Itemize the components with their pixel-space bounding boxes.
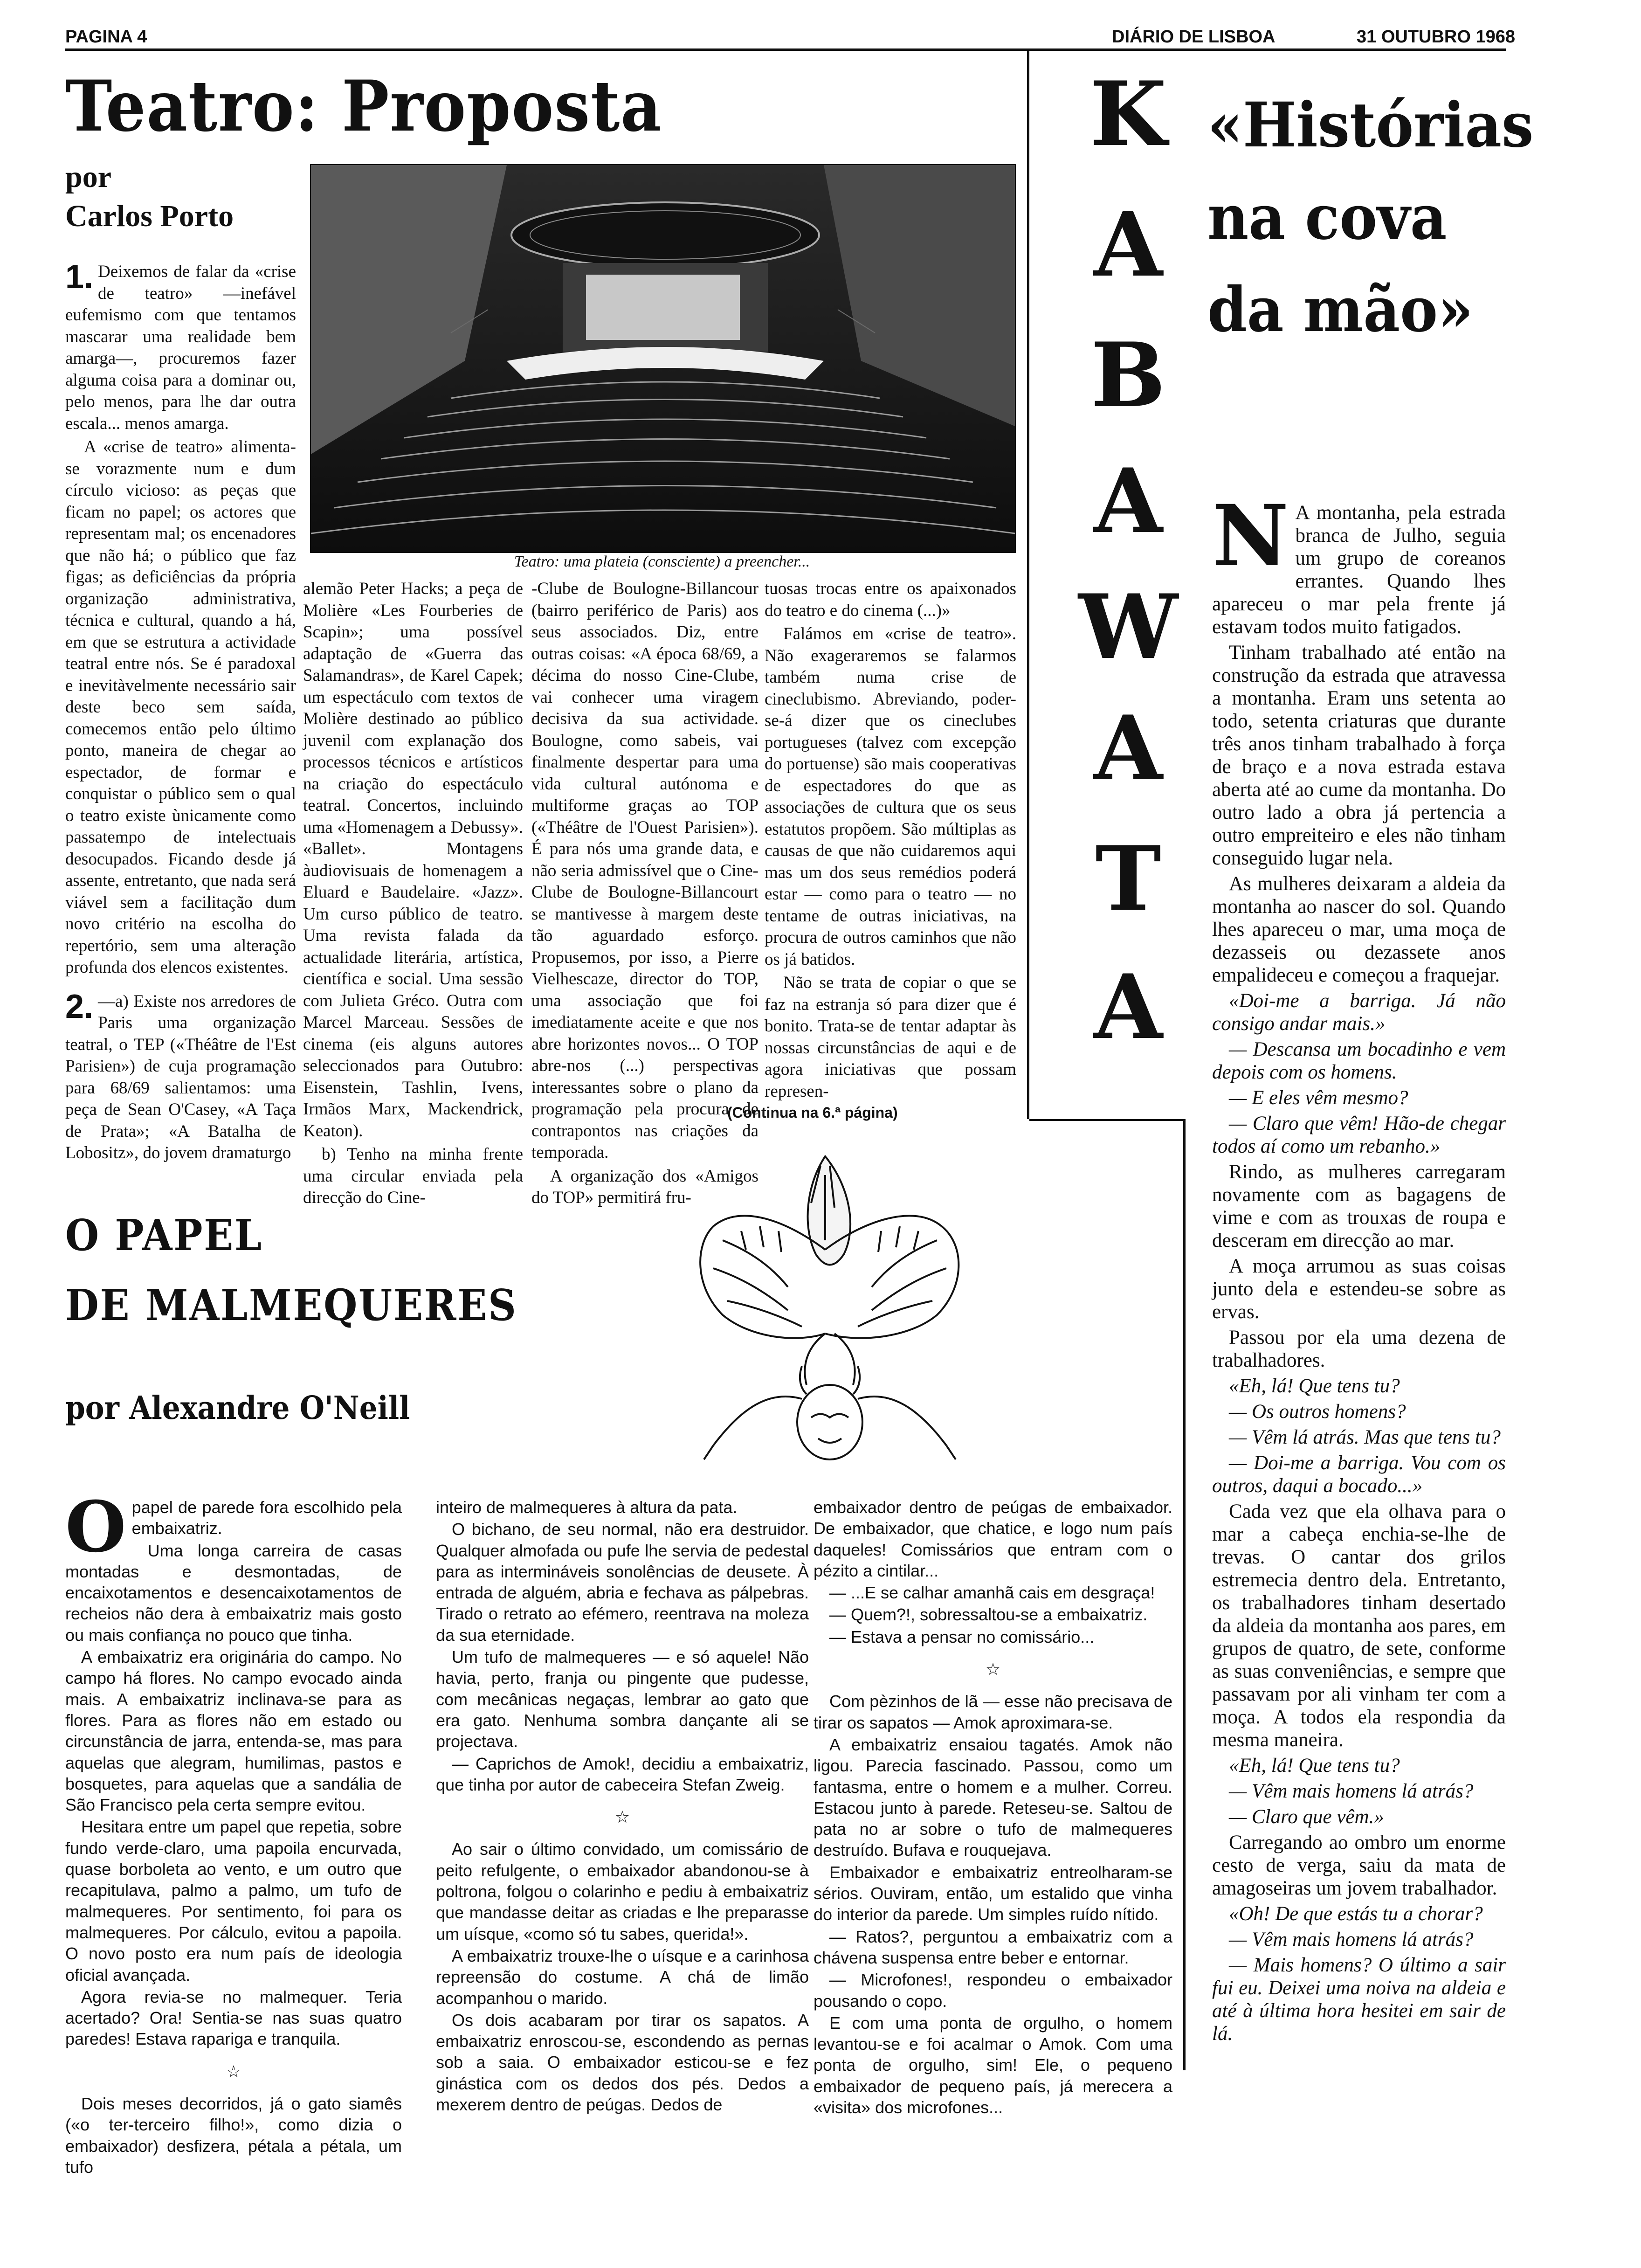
teatro-byline-por: por — [65, 160, 111, 194]
section-star: ☆ — [985, 1660, 1001, 1679]
papel-paragraph: — ...E se calhar amanhã cais em desgraça! — [829, 1583, 1155, 1603]
papel-paragraph: Ao sair o último convidado, um comissário de peito refulgente, o embaixador abandonou-se à poltrona, folgou o colarinho e pediu à embaixatriz que mandasse deitar as criadas e lhe preparasse um uísque, «como só tu sabes, querida!». — [436, 1839, 809, 1943]
story-dialogue: — Claro que vêm.» — [1229, 1806, 1384, 1828]
teatro-paragraph: 1. Deixemos de falar da «crise de teatro» —inefável eufemismo com que tentamos mascarar uma realidade bem amarga—, procuremos fazer alguma coisa para a dominar ou, pelo menos, para lhe dar outra escala... menos amarga. — [65, 258, 296, 433]
story-paragraph: Cada vez que ela olhava para o mar a cabeça enchia-se-lhe de trevas. O cantar dos grilos estremecia dentro dela. Entretanto, os trabalhadores tinham desertado da aldeia da montanha aos pares, em grupos de quatro, de sete, conforme as suas conveniências, e sempre que passavam por ali vinham ter com a moça. A todos ela respondia da mesma maneira. — [1212, 1500, 1506, 1751]
story-paragraph: Passou por ela uma dezena de trabalhadores. — [1212, 1327, 1506, 1371]
papel-paragraph: Embaixador e embaixatriz entreolharam-se sérios. Ouviram, então, um estalido que vinha do interior da parede. Um simples ruído nítido. — [814, 1862, 1172, 1924]
papel-paragraph: inteiro de malmequeres à altura da pata. — [436, 1498, 738, 1517]
photo-caption: Teatro: uma plateia (consciente) a preencher... — [514, 553, 810, 570]
theater-auditorium-photo — [310, 164, 1016, 553]
kabawata-letter: B — [1090, 323, 1166, 427]
kabawata-letter: A — [1094, 193, 1163, 297]
column-divider — [1027, 51, 1029, 1119]
continued-note: (Continua na 6.ª página) — [727, 1104, 898, 1121]
teatro-paragraph: b) Tenho na minha frente uma circular enviada pela direcção do Cine- — [303, 1145, 523, 1207]
teatro-paragraph: -Clube de Boulogne-Billancour (bairro periférico de Paris) aos seus associados. Diz, entre outras coisas: «A época 68/69, a décima do nosso Cine-Clube, vai conhecer uma viragem decisiva da sua actividade. Boulogne, como sabeis, vai finalmente despertar para uma vida cultural autónoma e multiforme graças ao TOP («Théâtre de l'Ouest Parisien»). É para nós uma grande data, e não seria admissível que o Cine-Clube de Boulogne-Billancourt se mantivesse à margem deste tão aguardado esforço. Propusemos, por isso, a Pierre Vielhescaze, director do TOP, uma associação que foi imediatamente aceite e que nos abre horizontes novos... O TOP abre-nos (...) perspectivas interessantes sobre o plano da programação pela procura de contrapontos nas criações da temporada. — [531, 579, 758, 1162]
story-dialogue: — Vêm mais homens lá atrás? — [1229, 1780, 1474, 1802]
story-paragraph: N A montanha, pela estrada branca de Julho, seguia um grupo de coreanos errantes. Quando lhes apareceu o mar pela frente já estavam todos muito fatigados. — [1212, 487, 1506, 638]
kabawata-letter: A — [1094, 955, 1163, 1059]
papel-paragraph: Hesitara entre um papel que repetia, sobre fundo verde-claro, uma papoila encurvada, quase borboleta ao vento, e um outro que recapitulava, palmo a palmo, um tufo de malmequeres. Por sentimento, foi para os malmequeres. Por cálculo, evitou a papoila. O novo posto era num país de ideologia oficial avançada. — [65, 1817, 402, 1984]
story-dialogue: — Vêm mais homens lá atrás? — [1229, 1929, 1474, 1950]
papel-paragraph: Agora revia-se no malmequer. Teria acertado? Ora! Sentia-se nas suas quatro paredes! Estava rapariga e tranquila. — [65, 1987, 402, 2049]
story-paragraph: Tinham trabalhado até então na construção da estrada que atravessa a montanha. Eram uns setenta ao todo, setenta criaturas que durante três anos tinham trabalhado à força de braço e a nova estrada estava aberta até ao cume da montanha. Do outro lado a obra já pertencia a outro empreiteiro e eles não tinham conseguido lugar nela. — [1212, 642, 1506, 869]
teatro-paragraph: 2. —a) Existe nos arredores de Paris uma organização teatral, o TEP («Théâtre de l'Est Parisien») de cuja programação para 68/69 salientamos: uma peça de Sean O'Casey, «A Taça de Prata»; «A Batalha de Lobositz», do jovem dramaturgo — [65, 988, 296, 1162]
column-divider — [1183, 1119, 1186, 2070]
story-dialogue: «Oh! De que estás tu a chorar? — [1229, 1903, 1483, 1925]
papel-paragraph: A embaixatriz trouxe-lhe o uísque e a carinhosa repreensão do costume. A chá de limão acompanhou o marido. — [436, 1946, 809, 2008]
teatro-byline-author: Carlos Porto — [65, 199, 234, 233]
story-dialogue: «Eh, lá! Que tens tu? — [1229, 1755, 1400, 1777]
story-dialogue: — Mais homens? O último a sair fui eu. Deixei uma noiva na aldeia e até à última hora hesitei em sair de lá. — [1212, 1954, 1506, 2045]
papel-paragraph: Opapel de parede fora escolhido pela embaixatriz. — [65, 1486, 402, 1568]
teatro-paragraph: A organização dos «Amigos do TOP» permitirá fru- — [531, 1166, 758, 1207]
historias-title: «Histórias na cova da mão» — [1207, 89, 1534, 346]
papel-paragraph: Dois meses decorridos, já o gato siamês («o ter-terceiro filho!», como dizia o embaixador) desfizera, pétala a pétala, um tufo — [65, 2094, 402, 2177]
issue-date: 31 OUTUBRO 1968 — [1357, 27, 1516, 47]
papel-paragraph: Com pèzinhos de lã — esse não precisava de tirar os sapatos — Amok aproximara-se. — [814, 1692, 1172, 1732]
papel-paragraph: A embaixatriz era originária do campo. No campo há flores. No campo evocado ainda mais. A embaixatriz inclinava-se para as flores. Para as flores não em estado ou circunstância de jarra, entenda-se, mas para aquelas que alegram, humilimas, pastos e bosquetes, para aquelas que a sandália de São Francisco pela certa sempre evitou. — [65, 1647, 402, 1815]
story-dialogue: — Vêm lá atrás. Mas que tens tu? — [1229, 1426, 1501, 1448]
kabawata-letter: T — [1095, 827, 1161, 931]
kabawata-letter: A — [1094, 449, 1163, 553]
papel-paragraph: Uma longa carreira de casas montadas e desmontadas, de encaixotamentos e desencaixotamentos de recheios não dera à embaixatriz mais gosto ou mais confiança no pouco que tinha. — [65, 1541, 402, 1645]
story-dialogue: — Os outros homens? — [1229, 1401, 1406, 1423]
story-dialogue: «Eh, lá! Que tens tu? — [1229, 1375, 1400, 1397]
teatro-column-2 — [303, 578, 523, 1207]
papel-paragraph: E com uma ponta de orgulho, o homem levantou-se e foi acalmar o Amok. Com uma ponta de orgulho, sim! Ele, o pequeno embaixador de pequeno país, já merecera a «visita» dos microfones... — [814, 2013, 1172, 2117]
dropcap: N — [1212, 487, 1289, 585]
story-paragraph: Rindo, as mulheres carregaram novamente com as bagagens de vime e com as trouxas de roupa e desceram em direcção ao mar. — [1212, 1161, 1506, 1252]
teatro-paragraph: tuosas trocas entre os apaixonados do teatro e do cinema (...)» — [765, 579, 1016, 620]
section-star: ☆ — [226, 2061, 241, 2081]
page-label: PAGINA 4 — [65, 27, 147, 47]
papel-paragraph: — Ratos?, perguntou a embaixatriz com a chávena suspensa entre beber e entornar. — [814, 1927, 1172, 1967]
teatro-column-3 — [531, 578, 758, 1207]
angel-illustration — [685, 1147, 974, 1492]
historias-column — [1212, 487, 1506, 2054]
kabawata-letter: K — [1089, 62, 1167, 166]
story-paragraph: As mulheres deixaram a aldeia da montanha ao nascer do sol. Quando lhes apareceu o mar, uma moça de dezasseis ou dezassete anos empalideceu e começou a fraquejar. — [1212, 873, 1506, 986]
papel-title-line2: DE MALMEQUERES — [65, 1280, 517, 1330]
papel-byline: por Alexandre O'Neill — [65, 1390, 410, 1427]
papel-title-line1: O PAPEL — [65, 1210, 263, 1260]
teatro-column-1 — [65, 258, 296, 1162]
story-paragraph: Carregando ao ombro um enorme cesto de verga, saiu da mata de amagoseiras um jovem trabalhador. — [1212, 1832, 1506, 1899]
story-dialogue: — E eles vêm mesmo? — [1229, 1087, 1408, 1109]
papel-column-3 — [814, 1497, 1172, 2117]
teatro-paragraph: alemão Peter Hacks; a peça de Molière «Les Fourberies de Scapin»; uma possível adaptação de «Guerra das Salamandras», de Karel Capek; um espectáculo com textos de Molière destinado ao público juvenil com explanação dos processos técnicos e artísticos na criação do espectáculo teatral. Concertos, incluindo uma «Homenagem a Debussy». «Ballet». Montagens àudiovisuais de homenagem a Eluard e Baudelaire. «Jazz». Um curso público de teatro. Uma revista falada da actualidade literária, artística, científica e social. Uma sessão com Julieta Gréco. Outra com Marcel Marceau. Sessões de cinema (eis alguns autores seleccionados para Outubro: Eisenstein, Tashlin, Ivens, Irmãos Marx, Mackendrick, Keaton). — [303, 579, 523, 1141]
papel-column-1 — [65, 1486, 402, 2177]
papel-paragraph: — Caprichos de Amok!, decidiu a embaixatriz, que tinha por autor de cabeceira Stefan Zweig. — [436, 1754, 809, 1794]
papel-paragraph: Os dois acabaram por tirar os sapatos. A embaixatriz enroscou-se, escondendo as pernas sob a saia. O embaixador esticou-se e fez ginástica com os dedos dos pés. Dedos a mexerem dentro de peúgas. Dedos de — [436, 2010, 809, 2115]
kabawata-letter: W — [1078, 575, 1178, 679]
papel-paragraph: embaixador dentro de peúgas de embaixador. De embaixador, que chatice, e logo num país daqueles! Comissários que entram com o pézito a cintilar... — [814, 1498, 1172, 1580]
teatro-paragraph: Falámos em «crise de teatro». Não exageraremos se falarmos também numa crise de cineclubismo. Abreviando, poder-se-á dizer que os cineclubes portugueses (talvez com excepção do portuense) são mais cooperativas de espectadores do que as associações de cultura que os seus estatutos propõem. São múltiplas as causas de que não cuidaremos aqui mas um dos seus remédios poderá estar — como para o teatro — no tentame de outras iniciativas, na procura de outros caminhos que não os já batidos. — [765, 624, 1016, 969]
papel-paragraph: O bichano, de seu normal, não era destruidor. Qualquer almofada ou pufe lhe servia de pedestal para as intermináveis sonolências de deusete. À entrada de alguém, abria e fechava as pálpebras. Tirado o retrato ao efémero, reentrava na moleza da sua eternidade. — [436, 1520, 809, 1645]
teatro-column-4 — [765, 578, 1016, 1101]
papel-paragraph: Um tufo de malmequeres — e só aquele! Não havia, perto, franja ou pingente que pudesse, com mecânicas negaças, lembrar ao gato que era gato. Nenhuma sombra dançante ali se projectava. — [436, 1647, 809, 1751]
newspaper-name: DIÁRIO DE LISBOA — [1112, 27, 1276, 47]
story-dialogue: — Claro que vêm! Hão-de chegar todos aí como um rebanho.» — [1212, 1113, 1506, 1157]
story-paragraph: A moça arrumou as suas coisas junto dela e estendeu-se sobre as ervas. — [1212, 1255, 1506, 1323]
teatro-paragraph: A «crise de teatro» alimenta-se vorazmente num e dum círculo vicioso: as peças que ficam no papel; os actores que representam mal; os encenadores que não há; o público que faz figas; as deficiências da própria organização administrativa, técnica e cultural, quando a há, em que se estrutura a actividade teatral entre nós. Se é paradoxal e inevitàvelmente necessário sair deste beco sem saída, comecemos então pelo último ponto, maneira de chegar ao espectador, de formar e conquistar o público sem o qual o teatro existe ùnicamente como passatempo de intelectuais desocupados. Ficando desde já assente, entretanto, que nada será viável sem a facilitação dum novo critério na escolha do repertório, sem uma alteração profunda dos elencos existentes. — [65, 437, 296, 977]
story-dialogue: «Doi-me a barriga. Já não consigo andar mais.» — [1212, 990, 1506, 1035]
teatro-title: Teatro: Proposta — [65, 65, 662, 147]
teatro-paragraph: Não se trata de copiar o que se faz na estranja só para dizer que é bonito. Trata-se de tentar adaptar às nossas circunstâncias de aqui e de agora iniciativas que possam represen- — [765, 973, 1016, 1101]
theater-auditorium-image — [311, 165, 1015, 552]
kabawata-letter: A — [1094, 696, 1163, 800]
section-rule — [1029, 1119, 1183, 1121]
header-rule — [65, 48, 1506, 51]
story-dialogue: — Doi-me a barriga. Vou com os outros, daqui a bocado...» — [1212, 1452, 1506, 1497]
papel-paragraph: — Estava a pensar no comissário... — [829, 1627, 1095, 1646]
section-star: ☆ — [614, 1807, 630, 1827]
papel-paragraph: A embaixatriz ensaiou tagatés. Amok não ligou. Parecia fascinado. Passou, como um fantasma, entre o homem e a mulher. Correu. Estacou junto à parede. Reteseu-se. Saltou de pata no ar sobre o tufo de malmequeres destruído. Bufava e rouquejava. — [814, 1735, 1172, 1860]
papel-paragraph: — Quem?!, sobressaltou-se a embaixatriz. — [829, 1605, 1148, 1625]
section-number: 1. — [65, 258, 94, 296]
section-number: 2. — [65, 988, 94, 1025]
papel-column-2 — [436, 1497, 809, 2115]
dropcap: O — [65, 1486, 126, 1568]
story-dialogue: — Descansa um bocadinho e vem depois com os homens. — [1212, 1038, 1506, 1083]
papel-paragraph: — Microfones!, respondeu o embaixador pousando o copo. — [814, 1970, 1172, 2011]
